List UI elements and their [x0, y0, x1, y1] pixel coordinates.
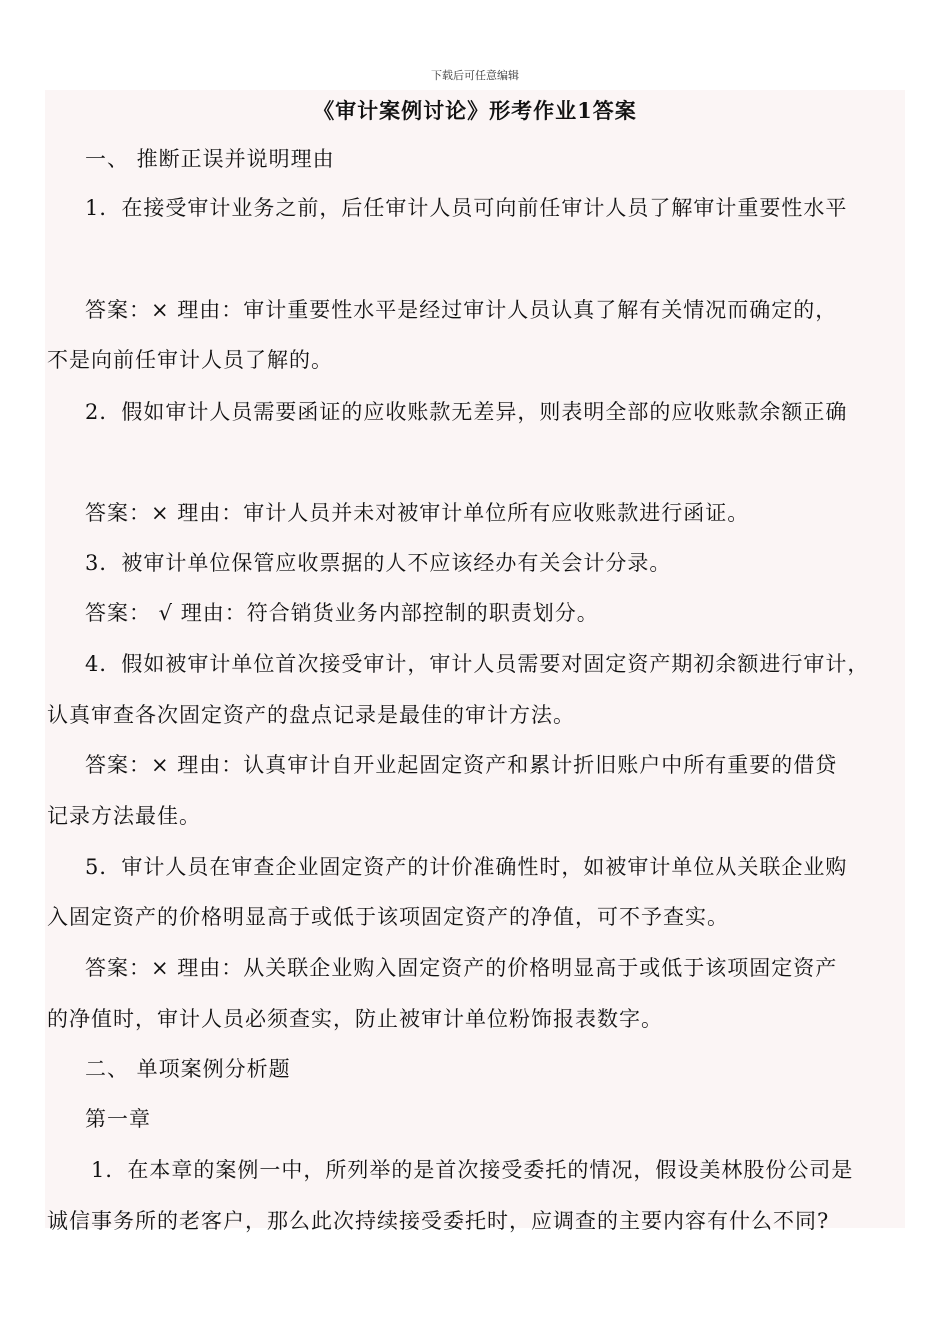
answer-text: 答案：× 理由：认真审计自开业起固定资产和累计折旧账户中所有重要的借贷: [85, 753, 838, 777]
answer-text: 答案：× 理由：审计重要性水平是经过审计人员认真了解有关情况而确定的，: [85, 298, 838, 322]
header-note: 下载后可任意编辑: [431, 69, 519, 82]
question-text: 1．在接受审计业务之前，后任审计人员可向前任审计人员了解审计重要性水平: [85, 196, 848, 220]
question-text: 3．被审计单位保管应收票据的人不应该经办有关会计分录。: [85, 551, 672, 575]
section-heading: 二、 单项案例分析题: [85, 1057, 291, 1081]
answer-text: 的净值时，审计人员必须查实，防止被审计单位粉饰报表数字。: [47, 1007, 663, 1031]
question-text: 2．假如审计人员需要函证的应收账款无差异，则表明全部的应收账款余额正确: [85, 400, 848, 424]
question-text: 入固定资产的价格明显高于或低于该项固定资产的净值，可不予查实。: [47, 905, 729, 929]
section-heading: 一、 推断正误并说明理由: [85, 147, 335, 171]
question-text: 诚信事务所的老客户，那么此次持续接受委托时，应调查的主要内容有什么不同?: [47, 1209, 830, 1233]
question-text: 4．假如被审计单位首次接受审计，审计人员需要对固定资产期初余额进行审计，: [85, 652, 870, 676]
question-text: 1．在本章的案例一中，所列举的是首次接受委托的情况，假设美林股份公司是: [91, 1158, 854, 1182]
answer-text: 答案：× 理由：审计人员并未对被审计单位所有应收账款进行函证。: [85, 501, 750, 525]
chapter-heading: 第一章: [85, 1107, 151, 1131]
answer-text: 答案： √ 理由：符合销货业务内部控制的职责划分。: [85, 601, 599, 625]
document-title: 《审计案例讨论》形考作业1答案: [313, 98, 637, 123]
answer-text: 记录方法最佳。: [47, 804, 201, 828]
answer-text: 答案：× 理由：从关联企业购入固定资产的价格明显高于或低于该项固定资产: [85, 956, 838, 980]
answer-text: 不是向前任审计人员了解的。: [47, 348, 333, 372]
question-text: 5．审计人员在审查企业固定资产的计价准确性时，如被审计单位从关联企业购: [85, 855, 848, 879]
question-text: 认真审查各次固定资产的盘点记录是最佳的审计方法。: [47, 703, 575, 727]
